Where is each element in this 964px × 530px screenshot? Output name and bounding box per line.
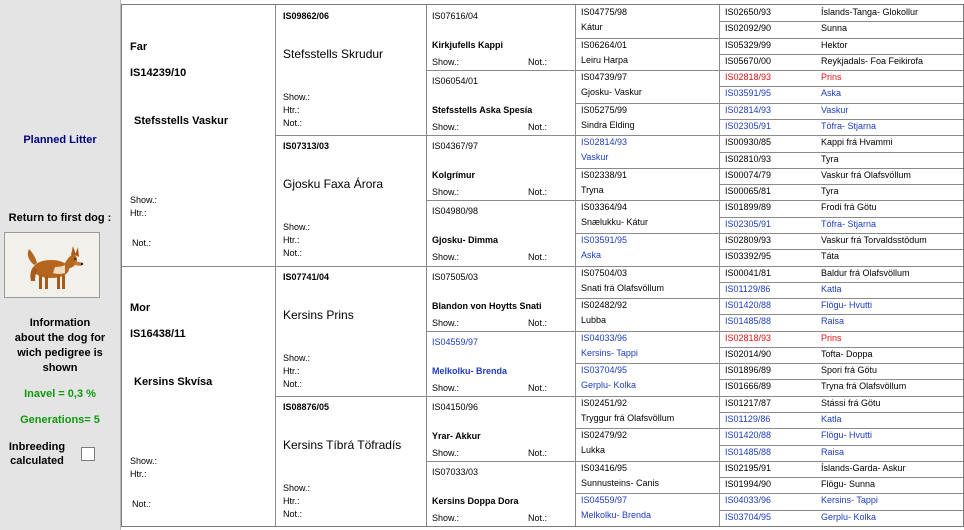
dog-name[interactable]: Vaskur frá Torvaldsstödum — [821, 234, 927, 245]
row-divider — [575, 298, 719, 299]
dog-name[interactable]: Prins — [821, 72, 842, 83]
registration-number: IS04367/97 — [432, 141, 479, 152]
dog-name[interactable]: Kolgrímur — [432, 170, 476, 181]
dog-icon — [5, 233, 99, 297]
not-label: Not.: — [528, 382, 548, 393]
dog-name[interactable]: Tofta- Doppa — [821, 348, 873, 359]
not-label: Not.: — [132, 498, 152, 509]
htr-label: Htr.: — [283, 495, 300, 506]
dog-name[interactable]: Raisa — [821, 446, 845, 457]
registration-number: IS01485/88 — [725, 446, 772, 457]
info-line: wich pedigree is — [17, 347, 103, 359]
registration-number: IS04559/97 — [581, 495, 628, 506]
row-divider — [719, 314, 963, 315]
row-divider — [719, 477, 963, 478]
dog-name[interactable]: Aska — [821, 88, 842, 99]
row-divider — [426, 200, 575, 201]
dog-role-label: Far — [130, 41, 148, 53]
registration-number: IS02650/93 — [725, 7, 772, 17]
dog-name[interactable]: Kirkjufells Kappi — [432, 40, 504, 50]
registration-number: IS04150/96 — [432, 401, 479, 412]
htr-label: Htr.: — [283, 105, 300, 115]
row-divider — [719, 119, 963, 120]
row-divider — [575, 461, 719, 462]
return-to-first-dog-label: Return to first dog : — [8, 212, 112, 224]
dog-name[interactable]: Spori frá Götu — [821, 365, 878, 376]
row-divider — [719, 379, 963, 380]
dog-name[interactable]: Raisa — [821, 316, 845, 327]
dog-name[interactable]: Gjosku- Dimma — [432, 235, 499, 246]
show-label: Show.: — [283, 92, 311, 102]
dog-name[interactable]: Tryna frá Olafsvöllum — [821, 381, 907, 392]
registration-number: IS00041/81 — [725, 267, 772, 278]
dog-name[interactable]: Flögu- Hvutti — [821, 300, 873, 311]
dog-role-label: Mor — [130, 301, 151, 314]
dog-name[interactable]: Töfra- Stjarna — [821, 120, 877, 131]
show-label: Show.: — [432, 57, 460, 67]
show-label: Show.: — [432, 447, 460, 458]
registration-number: IS02338/91 — [581, 169, 628, 180]
registration-number: IS01899/89 — [725, 202, 772, 213]
show-label: Show.: — [130, 455, 158, 466]
not-label: Not.: — [528, 447, 548, 458]
row-divider — [426, 70, 575, 71]
dog-name[interactable]: Flögu- Hvutti — [821, 430, 873, 441]
row-divider — [719, 200, 963, 201]
row-divider — [575, 233, 719, 234]
registration-number: IS03591/95 — [581, 234, 628, 245]
registration-number: IS16438/11 — [130, 327, 186, 340]
dog-name[interactable]: Yrar- Akkur — [432, 430, 481, 441]
row-divider — [719, 493, 963, 494]
row-divider — [719, 428, 963, 429]
registration-number: IS06054/01 — [432, 76, 479, 87]
dog-name[interactable]: Aska — [581, 249, 602, 260]
registration-number: IS04559/97 — [432, 336, 479, 347]
row-divider — [426, 266, 575, 267]
row-divider — [719, 347, 963, 348]
dog-name[interactable]: Prins — [821, 332, 842, 343]
registration-number: IS02092/90 — [725, 23, 772, 34]
row-divider — [719, 298, 963, 299]
row-divider — [719, 70, 963, 71]
registration-number: IS02814/93 — [725, 104, 772, 115]
registration-number: IS00065/81 — [725, 186, 772, 197]
show-label: Show.: — [432, 512, 460, 523]
registration-number: IS07505/03 — [432, 271, 479, 282]
registration-number: IS06264/01 — [581, 39, 628, 50]
dog-name[interactable]: Sindra Elding — [581, 119, 635, 130]
dog-name[interactable]: Tyra — [821, 186, 839, 197]
registration-number: IS05275/99 — [581, 104, 628, 115]
dog-name[interactable]: Melkolku- Brenda — [581, 510, 652, 521]
dog-name[interactable]: Íslands-Garda- Askur — [821, 462, 906, 473]
registration-number: IS01129/86 — [725, 283, 771, 294]
not-label: Not.: — [283, 508, 303, 519]
dog-name[interactable]: Kersins- Tappi — [581, 347, 638, 358]
dog-name[interactable]: Sunna — [821, 23, 848, 34]
registration-number: IS07313/03 — [283, 141, 330, 152]
registration-number: IS09862/06 — [283, 11, 330, 21]
show-label: Show.: — [432, 252, 460, 263]
dog-name[interactable]: Kersins Doppa Dora — [432, 495, 519, 506]
dog-name[interactable]: Gjosku Faxa Árora — [283, 177, 384, 192]
dog-name[interactable]: Katla — [821, 414, 842, 425]
dog-name[interactable]: Stefsstells Aska Spesía — [432, 105, 533, 116]
dog-name[interactable]: Gerplu- Kolka — [821, 511, 877, 522]
registration-number: IS02810/93 — [725, 153, 772, 164]
registration-number: IS03392/95 — [725, 251, 772, 262]
registration-number: IS04775/98 — [581, 7, 628, 17]
dog-name[interactable]: Frodi frá Götu — [821, 202, 877, 213]
info-text — [0, 316, 120, 376]
not-label: Not.: — [528, 122, 548, 133]
registration-number: IS01896/89 — [725, 365, 772, 376]
info-line: Information — [29, 317, 91, 329]
registration-number: IS02014/90 — [725, 348, 772, 359]
registration-number: IS02818/93 — [725, 72, 772, 83]
planned-litter-link[interactable]: Planned Litter — [23, 134, 97, 146]
registration-number: IS04739/97 — [581, 72, 628, 83]
row-divider — [719, 249, 963, 250]
dog-name[interactable]: Melkolku- Brenda — [432, 365, 508, 376]
registration-number: IS03704/95 — [581, 365, 628, 376]
dog-name[interactable]: Snati frá Olafsvöllum — [581, 282, 665, 293]
not-label: Not.: — [283, 378, 303, 389]
row-divider — [426, 461, 575, 462]
inbreeding-calculated-label — [4, 440, 70, 468]
row-divider — [575, 135, 719, 136]
registration-number: IS04033/96 — [581, 332, 628, 343]
dog-name[interactable]: Tryna — [581, 184, 604, 195]
dog-name[interactable]: Vaskur frá Olafsvöllum — [821, 169, 911, 180]
registration-number: IS05329/99 — [725, 39, 772, 50]
registration-number: IS03591/95 — [725, 88, 772, 99]
registration-number: IS07504/03 — [581, 267, 628, 278]
row-divider — [575, 493, 719, 494]
row-divider — [575, 363, 719, 364]
not-label: Not.: — [528, 57, 548, 67]
dog-name[interactable]: Töfra- Stjarna — [821, 218, 877, 229]
inbreeding-coefficient: Inavel = 0,3 % — [24, 388, 96, 400]
row-divider — [719, 21, 963, 22]
show-label: Show.: — [432, 382, 460, 393]
registration-number: IS00930/85 — [725, 137, 772, 148]
not-label: Not.: — [283, 248, 303, 259]
dog-name[interactable]: Kersins Skvísa — [134, 375, 213, 388]
show-label: Show.: — [130, 195, 158, 205]
dog-name[interactable]: Stefsstells Vaskur — [134, 115, 229, 127]
row-divider — [275, 135, 426, 136]
dog-name[interactable]: Tryggur frá Olafsvöllum — [581, 412, 675, 423]
htr-label: Htr.: — [130, 208, 147, 218]
row-divider — [719, 184, 963, 185]
row-divider — [426, 135, 575, 136]
not-label: Not.: — [132, 238, 152, 248]
registration-number: IS01129/86 — [725, 414, 771, 425]
not-label: Not.: — [283, 118, 303, 128]
dog-name[interactable]: Baldur frá Olafsvöllum — [821, 267, 910, 278]
registration-number: IS03704/95 — [725, 511, 772, 522]
htr-label: Htr.: — [283, 235, 300, 246]
dog-name[interactable]: Vaskur — [581, 152, 609, 163]
dog-name[interactable]: Stássi frá Götu — [821, 397, 881, 408]
inbreeding-line: Inbreeding — [8, 441, 66, 453]
registration-number: IS01420/88 — [725, 300, 772, 311]
dog-name[interactable]: Tyra — [821, 153, 839, 164]
registration-number: IS07741/04 — [283, 271, 330, 282]
dog-name[interactable]: Kersins Tíbrá Töfradís — [283, 437, 402, 452]
dog-name[interactable]: Táta — [821, 251, 840, 262]
dog-name[interactable]: Stefsstells Skrudur — [283, 47, 384, 61]
registration-number: IS03364/94 — [581, 202, 628, 213]
htr-label: Htr.: — [283, 365, 300, 376]
info-line: shown — [42, 362, 78, 374]
registration-number: IS04980/98 — [432, 206, 479, 217]
row-divider — [719, 461, 963, 462]
registration-number: IS02305/91 — [725, 120, 772, 131]
dog-name[interactable]: Blandon von Hoytts Snati — [432, 300, 542, 311]
row-divider — [719, 86, 963, 87]
row-divider — [575, 200, 719, 201]
row-divider — [719, 233, 963, 234]
registration-number: IS02195/91 — [725, 462, 772, 473]
dog-name[interactable]: Sunnusteins- Canis — [581, 477, 660, 488]
dog-name[interactable]: Flögu- Sunna — [821, 479, 876, 490]
registration-number: IS02482/92 — [581, 300, 628, 311]
registration-number: IS14239/10 — [130, 67, 187, 79]
info-line: about the dog for — [14, 332, 106, 344]
show-label: Show.: — [432, 187, 460, 198]
dog-name[interactable]: Snælukku- Kátur — [581, 217, 649, 228]
show-label: Show.: — [283, 222, 311, 233]
row-divider — [426, 331, 575, 332]
show-label: Show.: — [283, 482, 311, 493]
dog-name[interactable]: Kappi frá Hvammi — [821, 137, 893, 148]
registration-number: IS01994/90 — [725, 479, 772, 490]
registration-number: IS01666/89 — [725, 381, 772, 392]
registration-number: IS07616/04 — [432, 11, 479, 21]
row-divider — [275, 266, 426, 267]
dog-name[interactable]: Katla — [821, 283, 842, 294]
dog-name[interactable]: Reykjadals- Foa Feikirofa — [821, 55, 924, 66]
not-label: Not.: — [528, 187, 548, 198]
registration-number: IS02809/93 — [725, 234, 772, 245]
dog-name[interactable]: Vaskur — [821, 104, 849, 115]
registration-number: IS08876/05 — [283, 401, 330, 412]
row-divider — [575, 428, 719, 429]
dog-name[interactable]: Hektor — [821, 39, 848, 50]
registration-number: IS02451/92 — [581, 397, 628, 408]
registration-number: IS02818/93 — [725, 332, 772, 343]
registration-number: IS02479/92 — [581, 430, 628, 441]
sidebar — [0, 0, 121, 530]
show-label: Show.: — [432, 122, 460, 133]
inbreeding-line: calculated — [10, 455, 64, 467]
not-label: Not.: — [528, 252, 548, 263]
htr-label: Htr.: — [130, 468, 147, 479]
show-label: Show.: — [432, 317, 460, 328]
dog-name[interactable]: Lubba — [581, 315, 607, 326]
row-divider — [575, 70, 719, 71]
first-dog-thumbnail[interactable] — [4, 232, 100, 298]
row-divider — [719, 54, 963, 55]
registration-number: IS03416/95 — [581, 462, 628, 473]
row-divider — [719, 412, 963, 413]
dog-name[interactable]: Íslands-Tanga- Glokollur — [821, 7, 919, 17]
generations-count: Generations= 5 — [20, 414, 100, 426]
row-divider — [122, 266, 275, 267]
dog-name[interactable]: Kersins Prins — [283, 307, 354, 322]
registration-number: IS01420/88 — [725, 430, 772, 441]
registration-number: IS01485/88 — [725, 316, 772, 327]
dog-name[interactable]: Gerplu- Kolka — [581, 380, 637, 391]
registration-number: IS07033/03 — [432, 466, 479, 477]
row-divider — [275, 396, 426, 397]
not-label: Not.: — [528, 317, 548, 328]
dog-name[interactable]: Gjosku- Vaskur — [581, 87, 642, 98]
dog-name[interactable]: Kersins- Tappi — [821, 495, 878, 506]
registration-number: IS00074/79 — [725, 169, 772, 180]
registration-number: IS05670/00 — [725, 55, 772, 66]
row-divider — [719, 135, 963, 136]
not-label: Not.: — [528, 512, 548, 523]
registration-number: IS04033/96 — [725, 495, 772, 506]
row-divider — [719, 363, 963, 364]
dog-name[interactable]: Lukka — [581, 445, 606, 456]
registration-number: IS01217/87 — [725, 397, 772, 408]
row-divider — [426, 396, 575, 397]
registration-number: IS02305/91 — [725, 218, 772, 229]
registration-number: IS02814/93 — [581, 137, 628, 148]
inbreeding-checkbox[interactable] — [81, 447, 95, 461]
dog-name[interactable]: Leiru Harpa — [581, 54, 629, 65]
show-label: Show.: — [283, 352, 311, 363]
dog-name[interactable]: Kátur — [581, 22, 603, 32]
